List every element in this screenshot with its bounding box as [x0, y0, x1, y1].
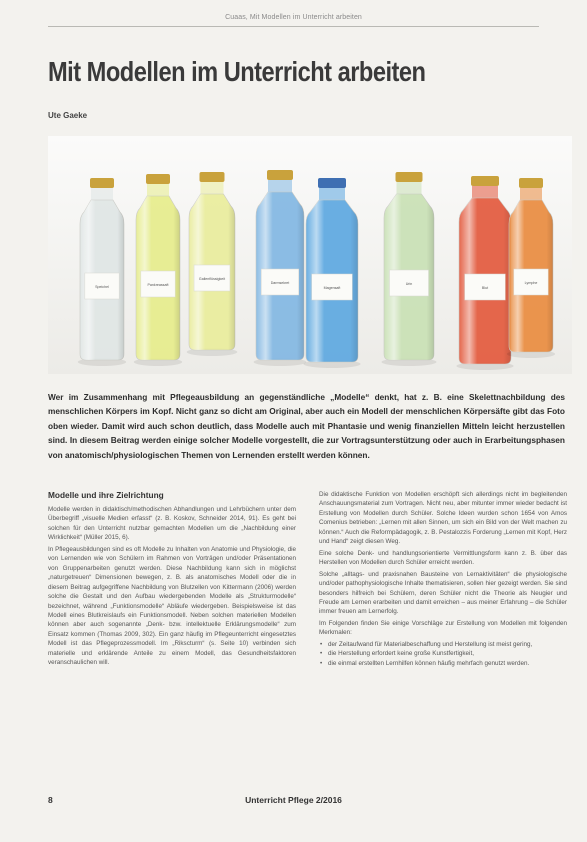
right-paragraph-3: Solche „alltags- und praxisnahen Bausteine von Lernaktivitäten“ die physiologische und/oder pathophysiologische Inhalte thematisieren, sollen hier gezeigt werden. Sie sind besonders hilfreich bei Schülern, deren Schüler nicht die Theorie als Neugier und Freude am Lernen erarbeiten und damit erreichen – aus meiner Erfahrung – die Schüler immer freuen am Lernerfolg. — [319, 570, 567, 616]
bottle-cap — [146, 174, 170, 184]
header-divider — [48, 26, 539, 27]
list-item: • die einmal erstellten Lernhilfen können häufig mehrfach genutzt werden. — [326, 659, 567, 668]
right-paragraph-2: Eine solche Denk- und handlungsorientierte Vermittlungsform kann z. B. über das Herstellen von Modellen durch Schüler erreicht werden. — [319, 549, 567, 567]
bottle-neck — [91, 188, 113, 200]
bottle-cap — [90, 178, 114, 188]
right-paragraph-4: Im Folgenden finden Sie einige Vorschläge zur Erstellung von Modellen mit folgenden Merkmalen: — [319, 619, 567, 637]
bottle-neck — [319, 188, 345, 200]
bottle-neck — [147, 184, 169, 196]
bottle-neck — [201, 182, 224, 194]
journal-title: Unterricht Pflege 2/2016 — [245, 795, 342, 805]
bottle-cap — [396, 172, 423, 182]
bottle-cap — [318, 178, 346, 188]
bottles-photo — [48, 136, 572, 374]
bottle-label-text: Lymphe — [524, 281, 538, 285]
left-paragraph-1: Modelle werden in didaktisch/methodischen Abhandlungen und Lehrbüchern unter dem Überbegriff „visuelle Medien erfasst“ (z. B. Koskov, Schneider 2014, 91). Es geht bei solchen für den Unterricht nutzbar gemachten Modellen um die „Nachbildung einer Wirklichkeit“ (Müller 2015, 6). — [48, 506, 296, 542]
bottle-neck — [268, 180, 292, 192]
author-name: Ute Gaeke — [48, 111, 88, 120]
right-paragraph-1: Die didaktische Funktion von Modellen erschöpft sich allerdings nicht im begleitenden Anschauungsmaterial zum Vortragen. Nicht neu, aber mitunter immer wieder bedacht ist Erstellung von Modellen durch Schüler. Solche Ideen wurden schon 1654 von Amos Comenius betrieben: „Lernen mit allen Sinnen, um sich ein Bild von der Welt machen zu können.“ Auch die Reformpädagogik, z. B. Pestalozzis Forderung „Lernen mit Kopf, Herz und Hand“ zeigt diesen Weg. — [319, 491, 567, 546]
bottle-cap — [471, 176, 499, 186]
bottle-cap — [267, 170, 293, 180]
bottle-label-text: Pankreassaft — [147, 283, 169, 287]
bottle-label-text: Gallenflüssigkeit — [198, 277, 226, 281]
list-item: • der Zeitaufwand für Materialbeschaffung und Herstellung ist meist gering, — [326, 640, 567, 649]
running-header: Cuaas, Mit Modellen im Unterricht arbeiten — [225, 14, 362, 21]
bottle-cap — [519, 178, 543, 188]
bottle-cap — [200, 172, 225, 182]
page-number: 8 — [48, 795, 53, 805]
bottle-label-text: Speichel — [95, 285, 109, 289]
article-title: Mit Modellen im Unterricht arbeiten — [48, 56, 426, 87]
intro-paragraph: Wer im Zusammenhang mit Pflegeausbildung an gegenständliche „Modelle“ denkt, hat z. B. eine Skelettnachbildung des menschlichen Körpers im Kopf. Nicht ganz so dicht am Original, aber auch ein Modell der menschlichen Körpersäfte gibt das Foto oben wieder. Damit wird auch schon deutlich, dass Modelle auch mit Phantasie und wenig finanziellen Mitteln leicht herzustellen sind. In diesem Beitrag werden einige solcher Modelle vorgestellt, die zur Vortragsunterstützung oder auch in Erarbeitungsphasen von anatomisch/physiologischen Themen von Lernenden erstellt werden können. — [48, 392, 565, 460]
bottle-neck — [520, 188, 542, 200]
right-column — [319, 490, 567, 668]
bottle-label-text: Magensaft — [323, 286, 341, 290]
bottle-label-text: Darmsekret — [270, 281, 290, 285]
bottle-neck — [397, 182, 422, 194]
feature-list — [319, 640, 567, 668]
bottle-neck — [472, 186, 498, 198]
bottles-illustration — [48, 136, 572, 374]
left-column — [48, 490, 296, 670]
list-item: • die Herstellung erfordert keine große Kunstfertigkeit, — [326, 649, 567, 658]
bottle-label-text: Blut — [481, 286, 489, 290]
bottle-label-text: Urin — [405, 282, 413, 286]
left-paragraph-2: In Pflegeausbildungen sind es oft Modelle zu Inhalten von Anatomie und Physiologie, die von Lernenden wie von Schülern im Rahmen von Vorträgen und/oder Präsentationen von Gruppenarbeiten genutzt werden. Diese Nachbildung kann sich in möglichst „naturgetreuen“ Dimensionen bewegen, z. B. als anatomisches Modell oder die in diesem Beitrag aufgegriffene Nachbildung von Blutzellen von Kittermann (2006) werden solche die Gestalt und den Aufbau wiedergebenden Modelle als „Strukturmodelle“ bezeichnet, während „Funktionsmodelle“ Abläufe wiedergeben. Beispielsweise ist das Modell eines Blutkreislaufs ein Funktionsmodell. Neben solchen materiellen Modellen können aber auch sogenannte „Denk- bzw. intellektuelle Erklärungsmodelle“ zum Einsatz kommen (Thomas 2009, 302). Ein ganz häufig im Pflegeunterricht eingesetztes Modell ist das Pflegeprozessmodell. Im „Rikscturm“ (s. Seite 10) verbinden sich materielle und erklärende Anteile zu einem Modell, das Gesundheitsfaktoren veranschaulichen will. — [48, 545, 296, 667]
section-heading: Modelle und ihre Zielrichtung — [48, 490, 164, 500]
